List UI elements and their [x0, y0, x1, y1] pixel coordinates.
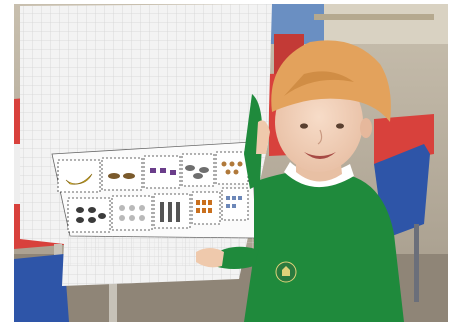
classroom-photo [14, 4, 448, 322]
counting-worksheet [52, 142, 256, 266]
